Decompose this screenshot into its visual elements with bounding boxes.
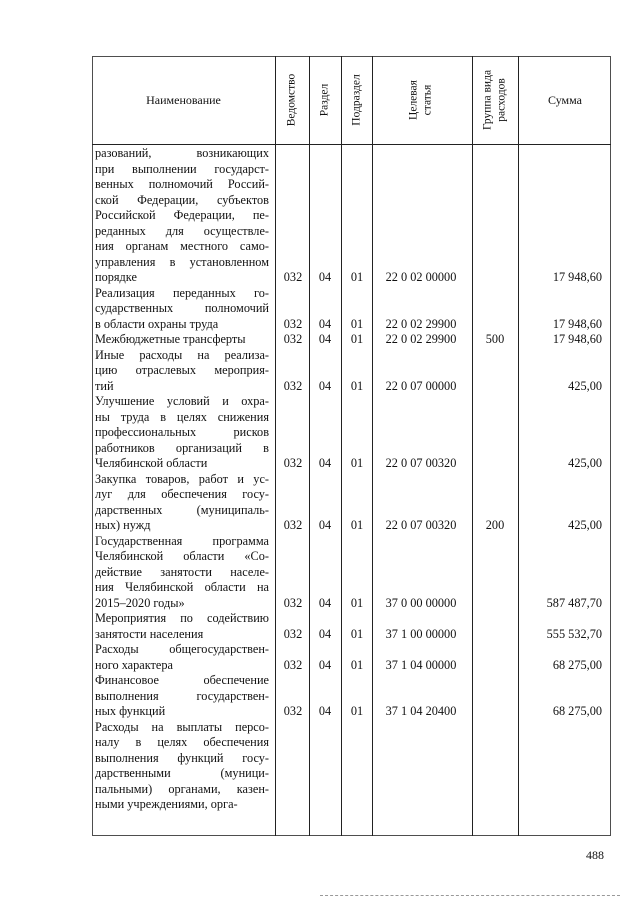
row-podrazdel: 01 — [350, 378, 364, 393]
row-name-line: при выполнении государст- — [95, 161, 269, 176]
row-name-line: ны труда в целях снижения — [95, 409, 269, 424]
row-name-line: разований, возникающих — [95, 146, 269, 160]
row-name-line: выполнения государствен- — [95, 688, 269, 703]
row-summa: 17 948,60 — [552, 270, 602, 284]
row-name-line: налу в целях обеспечения — [95, 735, 269, 749]
row-gruppa: 500 — [485, 332, 505, 346]
header-podrazdel: Подраздел — [350, 74, 363, 126]
row-podrazdel: 01 — [350, 270, 364, 284]
row-name-line: ния органам местного само- — [95, 239, 269, 253]
row-name-line: Реализация переданных го- — [95, 285, 269, 300]
row-celevaya: 37 0 00 00000 — [385, 595, 457, 610]
row-name-line: Закупка товаров, работ и ус- — [95, 471, 269, 486]
header-vedomstvo: Ведомство — [285, 73, 298, 127]
row-name — [95, 534, 269, 612]
row-name-line: Челябинской области «Со- — [95, 549, 269, 563]
row-name-line: Улучшение условий и охра- — [95, 394, 269, 408]
row-vedomstvo: 032 — [283, 626, 303, 641]
row-name-line: венных полномочий Россий- — [95, 177, 269, 191]
row-name-line: выполнения функций госу- — [95, 750, 269, 765]
row-name — [95, 642, 269, 673]
header-razdel: Раздел — [318, 83, 331, 117]
row-name — [95, 332, 269, 348]
row-podrazdel: 01 — [350, 316, 364, 331]
row-podrazdel: 01 — [350, 595, 364, 610]
row-name-line: дарственными (муници- — [95, 766, 269, 780]
row-name-line: управления в установленном — [95, 254, 269, 269]
header-gruppa-line1: Группа вида — [481, 69, 494, 131]
row-name-line: Мероприятия по содействию — [95, 611, 269, 625]
row-name-line: Расходы общегосударствен- — [95, 642, 269, 656]
row-razdel: 04 — [318, 378, 332, 393]
row-summa: 17 948,60 — [552, 316, 602, 331]
row-name-line: Челябинской области — [95, 456, 208, 470]
row-name-line: ного характера — [95, 657, 173, 672]
row-razdel: 04 — [318, 657, 332, 672]
row-razdel: 04 — [318, 626, 332, 641]
row-name-line: реданных для осуществле- — [95, 223, 269, 238]
row-name-line: 2015–2020 годы» — [95, 595, 185, 610]
row-vedomstvo: 032 — [283, 657, 303, 672]
row-celevaya: 37 1 00 00000 — [385, 626, 457, 641]
row-celevaya: 22 0 07 00320 — [385, 518, 457, 532]
footer-rule — [320, 895, 620, 896]
row-name-line: ния Челябинской области на — [95, 580, 269, 594]
row-celevaya: 37 1 04 20400 — [385, 704, 457, 718]
row-razdel: 04 — [318, 704, 332, 718]
row-summa: 587 487,70 — [546, 595, 602, 610]
row-celevaya: 22 0 02 29900 — [385, 332, 457, 346]
header-name: Наименование — [146, 93, 221, 107]
header-celevaya-line1: Целевая — [407, 80, 420, 120]
row-summa: 425,00 — [568, 518, 602, 532]
row-vedomstvo: 032 — [283, 270, 303, 284]
row-gruppa: 200 — [485, 518, 505, 532]
row-razdel: 04 — [318, 332, 332, 346]
row-podrazdel: 01 — [350, 626, 364, 641]
row-podrazdel: 01 — [350, 657, 364, 672]
header-summa: Сумма — [548, 93, 582, 107]
row-vedomstvo: 032 — [283, 518, 303, 532]
row-name-line: Российской Федерации, пе- — [95, 208, 269, 222]
row-name — [95, 146, 269, 286]
row-summa: 68 275,00 — [552, 657, 602, 672]
row-vedomstvo: 032 — [283, 595, 303, 610]
row-name-line: в области охраны труда — [95, 316, 219, 331]
row-podrazdel: 01 — [350, 332, 364, 346]
row-name-line: тий — [95, 378, 114, 393]
page-number: 488 — [586, 848, 604, 862]
row-summa: 555 532,70 — [546, 626, 602, 641]
row-razdel: 04 — [318, 316, 332, 331]
row-vedomstvo: 032 — [283, 316, 303, 331]
row-name-line: ными учреждениями, орга- — [95, 797, 238, 811]
row-celevaya: 37 1 04 00000 — [385, 657, 457, 672]
row-summa: 17 948,60 — [552, 332, 602, 346]
row-summa: 425,00 — [568, 378, 602, 393]
row-name-line: ных функций — [95, 704, 166, 718]
row-podrazdel: 01 — [350, 456, 364, 470]
row-name-line: работников организаций в — [95, 440, 269, 455]
row-razdel: 04 — [318, 595, 332, 610]
budget-table — [92, 56, 611, 836]
row-name-line: сударственных полномочий — [95, 301, 269, 315]
row-name-line: цию отраслевых мероприя- — [95, 363, 269, 377]
header-celevaya-line2: статья — [421, 84, 434, 116]
row-name — [95, 348, 269, 395]
row-celevaya: 22 0 02 00000 — [385, 270, 457, 284]
row-name-line: пальными) органами, казен- — [95, 781, 269, 796]
row-celevaya: 22 0 07 00320 — [385, 456, 457, 470]
row-name-line: Расходы на выплаты персо- — [95, 719, 269, 734]
row-summa: 425,00 — [568, 456, 602, 470]
row-name-line: профессиональных рисков — [95, 425, 269, 439]
row-podrazdel: 01 — [350, 518, 364, 532]
row-name-line: дарственных (муниципаль- — [95, 502, 269, 517]
row-vedomstvo: 032 — [283, 378, 303, 393]
row-name — [95, 472, 269, 534]
row-name — [95, 673, 269, 720]
row-celevaya: 22 0 02 29900 — [385, 316, 457, 331]
row-name-line: Государственная программа — [95, 533, 269, 548]
row-name-line: занятости населения — [95, 626, 204, 641]
row-razdel: 04 — [318, 518, 332, 532]
row-vedomstvo: 032 — [283, 704, 303, 718]
row-name — [95, 394, 269, 472]
row-razdel: 04 — [318, 456, 332, 470]
row-name-line: Иные расходы на реализа- — [95, 347, 269, 362]
row-razdel: 04 — [318, 270, 332, 284]
row-celevaya: 22 0 07 00000 — [385, 378, 457, 393]
row-summa: 68 275,00 — [552, 704, 602, 718]
row-name-line: ных) нужд — [95, 518, 151, 532]
row-name — [95, 611, 269, 642]
row-vedomstvo: 032 — [283, 456, 303, 470]
row-name-line: порядке — [95, 270, 137, 284]
row-name-line: ской Федерации, субъектов — [95, 192, 269, 207]
row-name-line: Финансовое обеспечение — [95, 673, 269, 687]
row-name — [95, 720, 269, 813]
row-name-line: Межбюджетные трансферты — [95, 332, 246, 346]
row-name-line: действие занятости населе- — [95, 564, 269, 579]
header-gruppa-line2: расходов — [495, 78, 508, 122]
row-podrazdel: 01 — [350, 704, 364, 718]
row-name-line: луг для обеспечения госу- — [95, 487, 269, 501]
row-vedomstvo: 032 — [283, 332, 303, 346]
row-name — [95, 286, 269, 333]
